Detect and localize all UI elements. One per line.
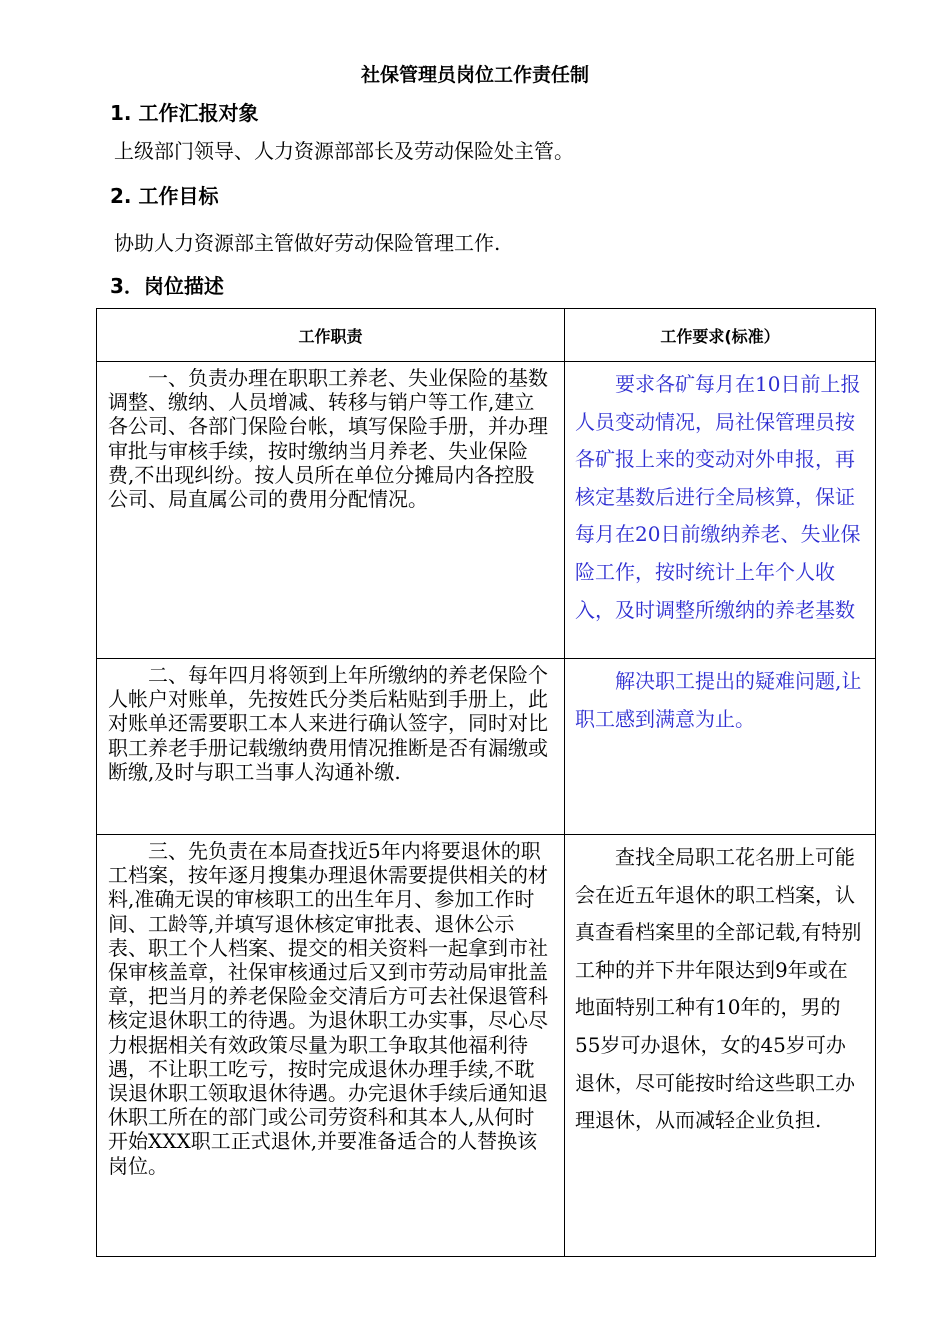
header-duty: 工作职责 xyxy=(97,309,565,362)
section-2-heading: 2. 工作目标 xyxy=(110,184,219,208)
requirement-cell: 要求各矿每月在10日前上报人员变动情况，局社保管理员按各矿报上来的变动对外申报，再核定基数后进行全局核算，保证每月在20日前缴纳养老、失业保险工作，按时统计上年个人收入，及时调整所缴纳的养老基数 xyxy=(565,362,876,659)
section-3-heading: 3．岗位描述 xyxy=(110,274,224,298)
requirement-cell: 查找全局职工花名册上可能会在近五年退休的职工档案，认真查看档案里的全部记载,有特别工种的并下井年限达到9年或在地面特别工种有10年的，男的55岁可办退休，女的45岁可办退休，尽可能按时给这些职工办理退休，从而减轻企业负担. xyxy=(565,835,876,1257)
table-row xyxy=(97,659,876,835)
document-title: 社保管理员岗位工作责任制 xyxy=(360,64,589,86)
section-1-text: 上级部门领导、人力资源部部长及劳动保险处主管。 xyxy=(114,139,574,163)
duty-table xyxy=(96,308,876,1257)
header-requirement: 工作要求(标准） xyxy=(565,309,876,362)
duty-cell: 二、每年四月将领到上年所缴纳的养老保险个人帐户对账单，先按姓氏分类后粘贴到手册上，此对账单还需要职工本人来进行确认签字，同时对比职工养老手册记载缴纳费用情况推断是否有漏缴或断缴,及时与职工当事人沟通补缴. xyxy=(97,659,565,835)
table-header-row xyxy=(97,309,876,362)
duty-cell: 三、先负责在本局查找近5年内将要退休的职工档案，按年逐月搜集办理退休需要提供相关的材料,准确无误的审核职工的出生年月、参加工作时间、工龄等,并填写退休核定审批表、退休公示表、职工个人档案、提交的相关资料一起拿到市社保审核盖章，社保审核通过后又到市劳动局审批盖章，把当月的养老保险金交清后方可去社保退管科核定退休职工的待遇。为退休职工办实事，尽心尽力根据相关有效政策尽量为职工争取其他福利待遇，不让职工吃亏，按时完成退休办理手续,不耽误退休职工领取退休待遇。办完退休手续后通知退休职工所在的部门或公司劳资科和其本人,从何时开始XXX职工正式退休,并要准备适合的人替换该岗位。 xyxy=(97,835,565,1257)
table-row xyxy=(97,362,876,659)
section-2-text: 协助人力资源部主管做好劳动保险管理工作. xyxy=(114,231,501,255)
duty-cell: 一、负责办理在职职工养老、失业保险的基数调整、缴纳、人员增减、转移与销户等工作,建立各公司、各部门保险台帐，填写保险手册，并办理审批与审核手续，按时缴纳当月养老、失业保险费,不出现纠纷。按人员所在单位分摊局内各控股公司、局直属公司的费用分配情况。 xyxy=(97,362,565,659)
table-row xyxy=(97,835,876,1257)
requirement-cell: 解决职工提出的疑难问题,让职工感到满意为止。 xyxy=(565,659,876,835)
section-1-heading: 1. 工作汇报对象 xyxy=(110,101,259,125)
